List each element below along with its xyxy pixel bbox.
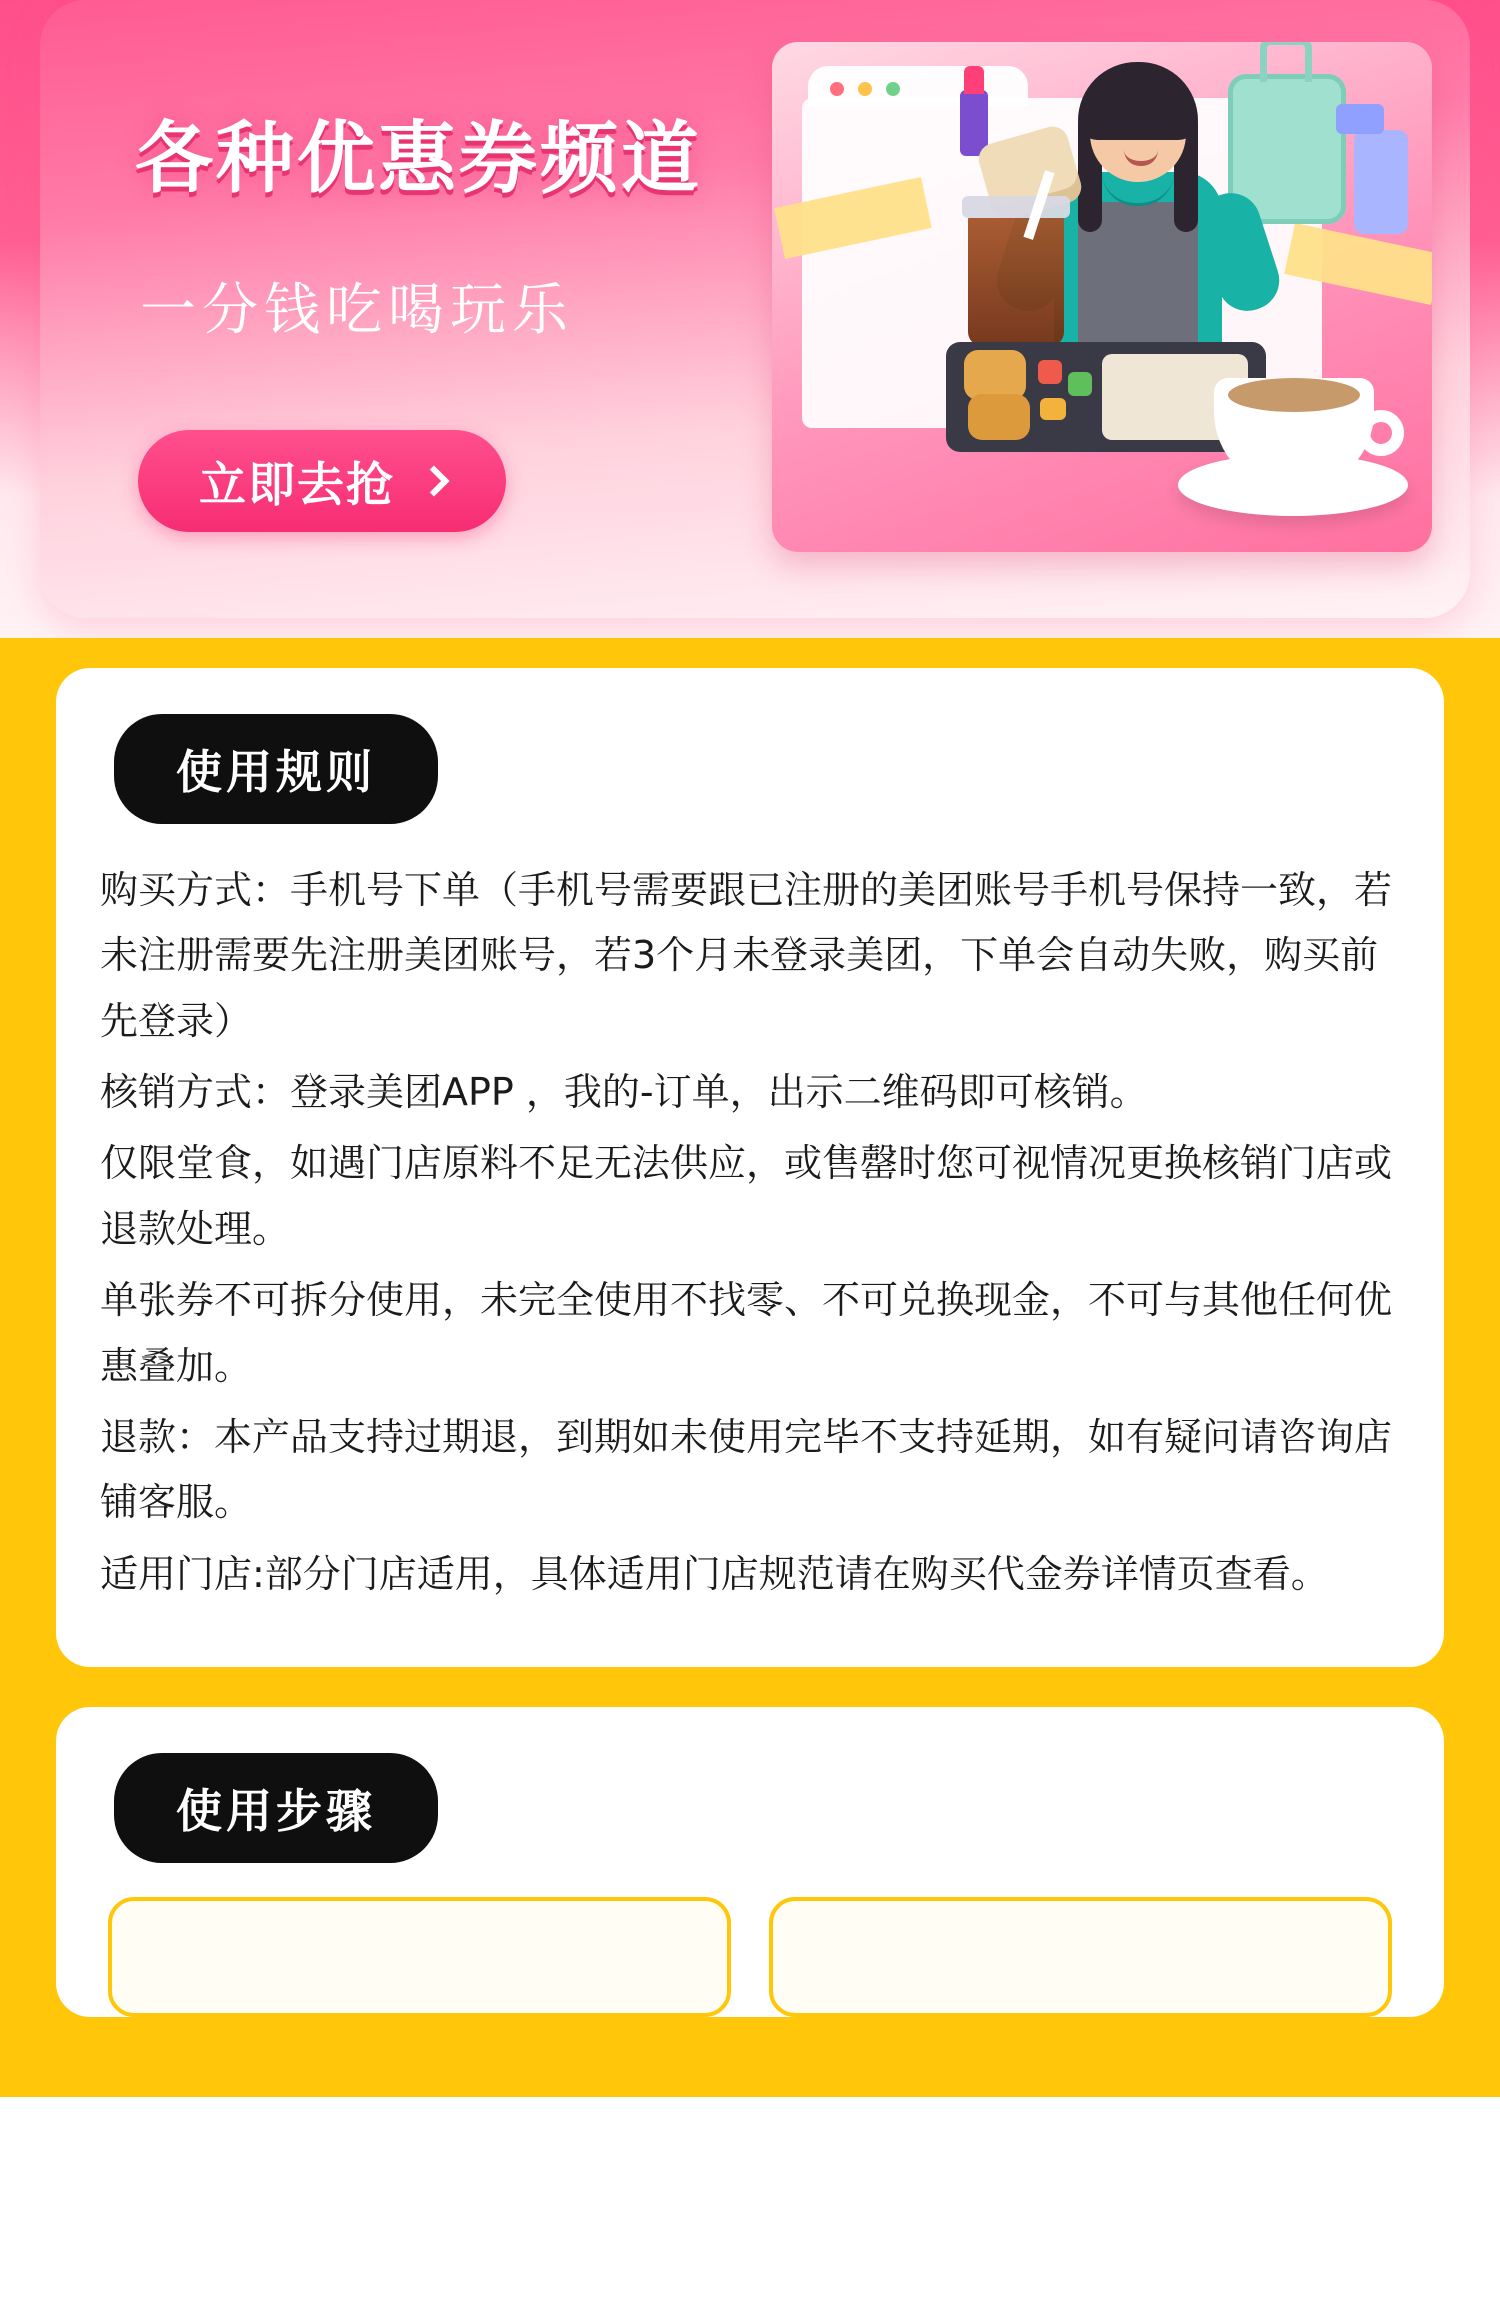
hero-illustration — [772, 42, 1432, 552]
grab-now-label: 立即去抢 — [199, 457, 395, 513]
hero-title: 各种优惠券频道 — [135, 114, 703, 204]
spray-bottle-icon — [1354, 130, 1408, 234]
hero-banner — [0, 0, 1500, 638]
usage-steps-card — [56, 1707, 1444, 2017]
fried-chicken-piece-1 — [964, 350, 1026, 400]
usage-step-item — [108, 1897, 731, 2017]
rule-paragraph: 单张券不可拆分使用，未完全使用不找零、不可兑换现金，不可与其他任何优惠叠加。 — [100, 1278, 1393, 1388]
person-eye-left — [1112, 126, 1124, 140]
browser-dot-red — [830, 82, 844, 96]
browser-dot-green — [886, 82, 900, 96]
vegetable-piece-2 — [1068, 372, 1092, 396]
suitcase-handle-shape — [1260, 42, 1312, 82]
vegetable-piece-3 — [1040, 398, 1066, 420]
usage-rules-title: 使用规则 — [114, 714, 438, 824]
usage-rules-card — [56, 668, 1444, 1667]
grab-now-button[interactable] — [138, 430, 506, 532]
person-hair-top — [1078, 62, 1198, 140]
rule-paragraph: 购买方式：手机号下单（手机号需要跟已注册的美团账号手机号保持一致，若未注册需要先注册美团账号，若3个月未登录美团，下单会自动失败，购买前先登录） — [100, 868, 1393, 1043]
rule-paragraph: 退款：本产品支持过期退，到期如未使用完毕不支持延期，如有疑问请咨询店铺客服。 — [100, 1414, 1393, 1525]
person-eye-right — [1158, 126, 1170, 140]
chevron-right-icon — [418, 465, 449, 496]
content-area — [0, 638, 1500, 2097]
hero-subtitle: 一分钱吃喝玩乐 — [140, 278, 574, 343]
rule-paragraph: 核销方式：登录美团APP ，我的-订单，出示二维码即可核销。 — [100, 1070, 1148, 1115]
rule-paragraph: 适用门店:部分门店适用，具体适用门店规范请在购买代金券详情页查看。 — [100, 1551, 1329, 1596]
usage-steps-title: 使用步骤 — [114, 1753, 438, 1863]
coffee-crema-shape — [1228, 378, 1360, 412]
cola-cup-icon — [968, 212, 1064, 346]
hero-card — [40, 0, 1470, 618]
usage-step-item — [769, 1897, 1392, 2017]
usage-steps-row — [100, 1897, 1400, 2017]
browser-dot-yellow — [858, 82, 872, 96]
rule-paragraph: 仅限堂食，如遇门店原料不足无法供应，或售罄时您可视情况更换核销门店或退款处理。 — [100, 1141, 1393, 1251]
fried-chicken-piece-2 — [968, 394, 1030, 440]
vegetable-piece-1 — [1038, 360, 1062, 384]
